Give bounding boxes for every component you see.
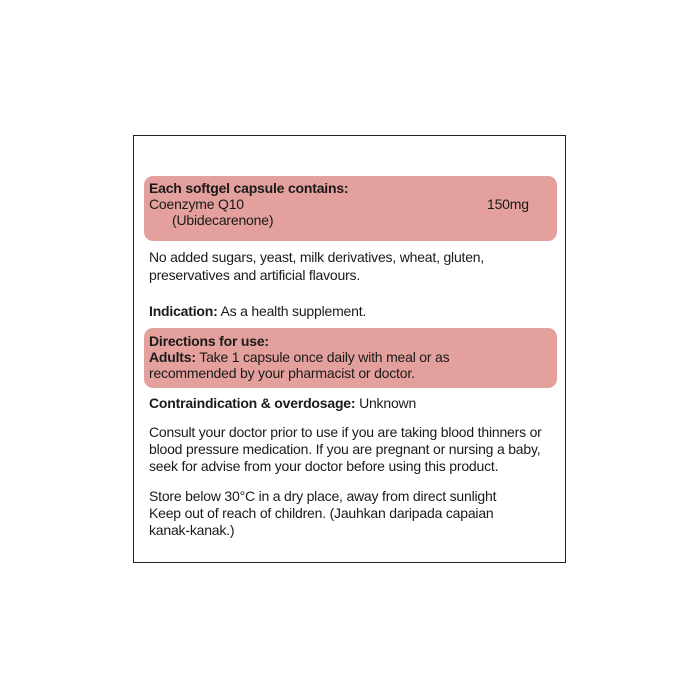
free-from-line-1: No added sugars, yeast, milk derivatives, wheat, gluten, [149, 249, 485, 265]
contraindication-label: Contraindication & overdosage: [149, 395, 356, 411]
consult-line-1: Consult your doctor prior to use if you are taking blood thinners or [149, 424, 542, 440]
ingredient-alt-name: (Ubidecarenone) [172, 212, 274, 228]
ingredient-amount: 150mg [487, 196, 529, 212]
adults-text: Take 1 capsule once daily with meal or as [199, 349, 450, 365]
indication-text: As a health supplement. [220, 303, 367, 319]
product-label-panel [133, 135, 566, 563]
free-from-line-2: preservatives and artificial flavours. [149, 267, 361, 283]
contraindication-text: Unknown [359, 395, 417, 411]
consult-line-3: seek for advise from your doctor before using this product. [149, 458, 499, 474]
consult-line-2: blood pressure medication. If you are pregnant or nursing a baby, [149, 441, 541, 457]
indication-line [149, 303, 366, 319]
adults-label: Adults: [149, 349, 196, 365]
storage-line-1: Store below 30°C in a dry place, away from direct sunlight [149, 488, 497, 504]
composition-heading: Each softgel capsule contains: [149, 180, 349, 196]
contraindication-line [149, 395, 416, 411]
indication-label: Indication: [149, 303, 218, 319]
storage-line-3: kanak-kanak.) [149, 522, 235, 538]
directions-line-2: recommended by your pharmacist or doctor. [149, 365, 415, 381]
ingredient-name: Coenzyme Q10 [149, 196, 244, 212]
directions-heading: Directions for use: [149, 333, 269, 349]
storage-line-2: Keep out of reach of children. (Jauhkan daripada capaian [149, 505, 494, 521]
directions-adults-line [149, 349, 449, 365]
